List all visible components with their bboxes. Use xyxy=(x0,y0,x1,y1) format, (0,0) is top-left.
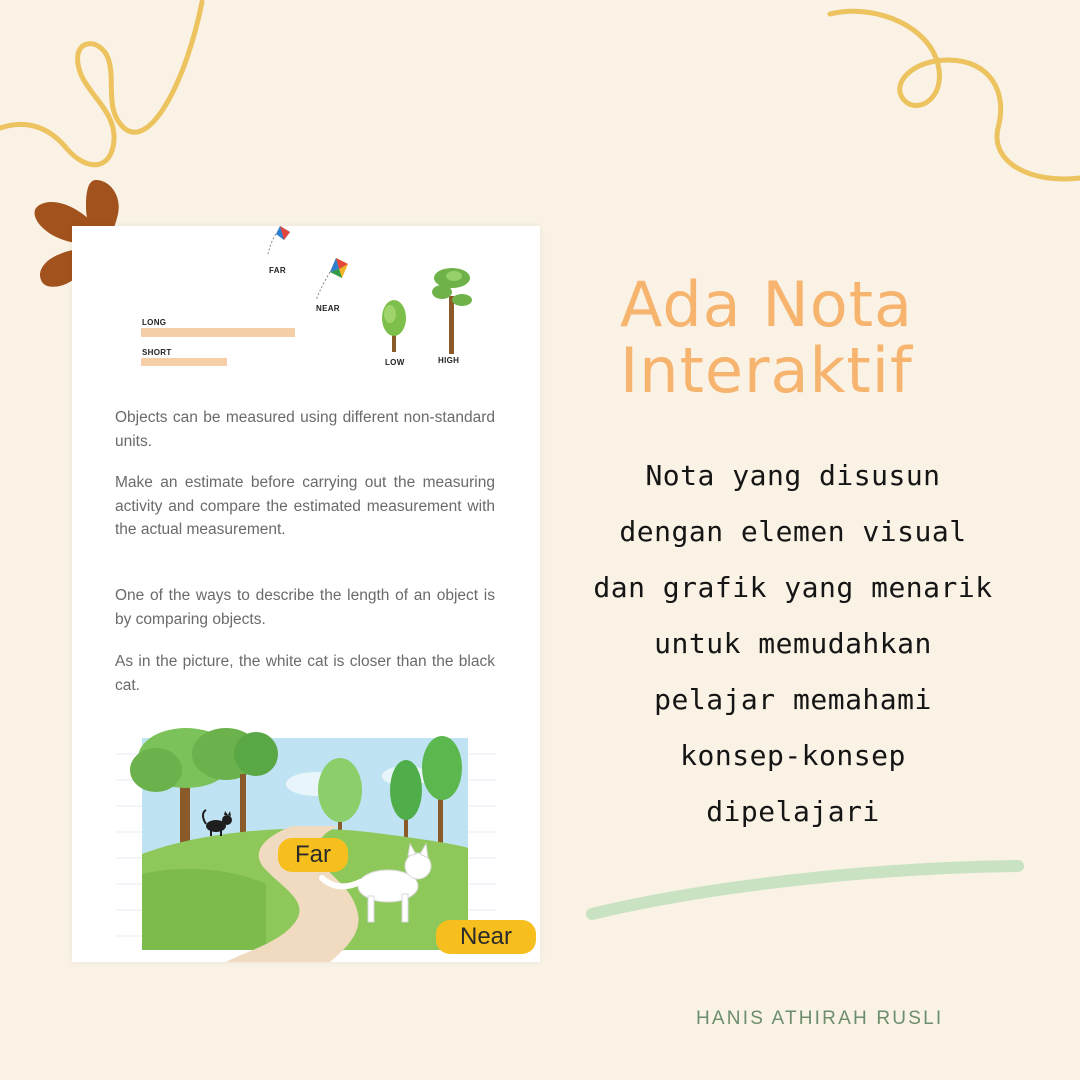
near-badge: Near xyxy=(436,920,536,954)
low-label: LOW xyxy=(385,358,405,367)
tree-low-icon xyxy=(382,300,406,352)
squiggle-top-left xyxy=(0,2,202,165)
cat-distance-scene xyxy=(116,714,513,962)
paragraph-4: As in the picture, the white cat is closer than the black cat. xyxy=(115,653,495,694)
kite-far-icon xyxy=(268,226,290,254)
short-bar xyxy=(141,358,227,366)
kite-near-icon xyxy=(316,258,348,300)
paragraph-2: Make an estimate before carrying out the measuring activity and compare the estimated measurement with the actual measurement. xyxy=(115,474,495,538)
paragraph-3: One of the ways to describe the length of an object is by comparing objects. xyxy=(115,587,495,628)
high-label: HIGH xyxy=(438,356,460,365)
long-label: LONG xyxy=(142,318,167,327)
tree-high-icon xyxy=(432,268,472,354)
squiggle-top-right xyxy=(830,11,1080,179)
measurement-illustrations xyxy=(72,226,540,386)
near-label: NEAR xyxy=(316,304,340,313)
title-line-2: Interaktif xyxy=(620,334,913,407)
page-title xyxy=(620,268,913,407)
far-label: FAR xyxy=(269,266,286,275)
paragraph-1: Objects can be measured using different non-standard units. xyxy=(115,409,495,450)
far-badge: Far xyxy=(278,838,348,872)
brush-stroke xyxy=(592,866,1018,914)
short-label: SHORT xyxy=(142,348,172,357)
long-bar xyxy=(141,328,295,337)
title-line-1: Ada Nota xyxy=(620,268,913,341)
description-text: Nota yang disusun dengan elemen visual dan grafik yang menarik untuk memudahkan pelajar memahami konsep-konsep dipelajari xyxy=(593,459,993,828)
note-card xyxy=(72,226,540,962)
author-name: HANIS ATHIRAH RUSLI xyxy=(696,1008,944,1029)
